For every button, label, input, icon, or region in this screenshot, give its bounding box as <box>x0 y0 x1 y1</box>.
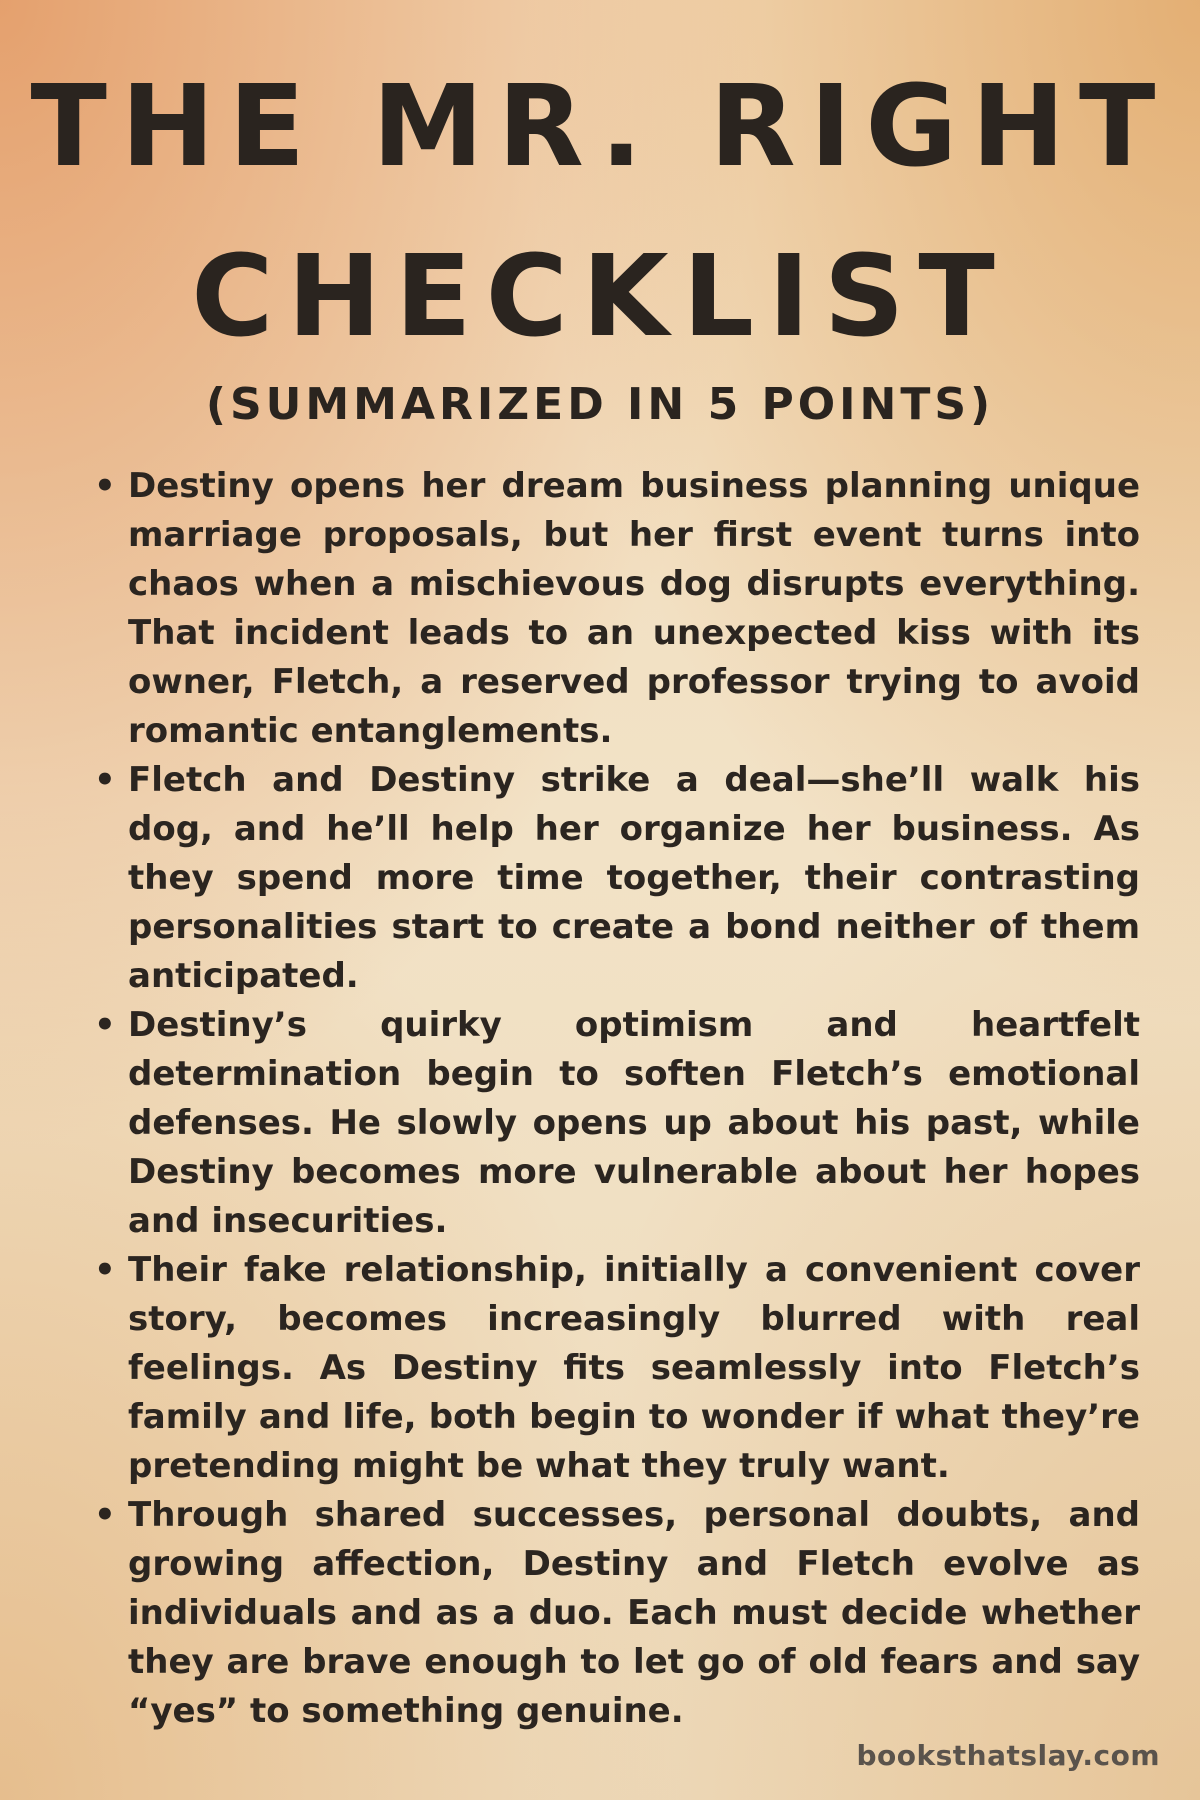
site-watermark: booksthatslay.com <box>856 1739 1160 1772</box>
summary-point-text: Destiny opens her dream business planning unique marriage proposals, but her first event turns into chaos when a mischievous dog disrupts everything. That incident leads to an unexpected kiss with its owner, Fletch, a reserved professor trying to avoid romantic entanglements. <box>128 466 1140 751</box>
title-line-2: CHECKLIST <box>191 232 1009 362</box>
bullet-icon: • <box>94 466 116 506</box>
title-line-1: THE MR. RIGHT <box>30 62 1170 192</box>
summary-point-3 <box>94 1001 1140 1246</box>
summary-point-text: Fletch and Destiny strike a deal—she’ll walk his dog, and he’ll help her organize her business. As they spend more time together, their contrasting personalities start to create a bond neither of them anticipated. <box>128 760 1140 996</box>
summary-point-text: Destiny’s quirky optimism and heartfelt determination begin to soften Fletch’s emotional defenses. He slowly opens up about his past, while Destiny becomes more vulnerable about her hopes and insecurities. <box>128 1005 1140 1241</box>
summary-point-2 <box>94 756 1140 1001</box>
bullet-icon: • <box>94 1005 116 1045</box>
summary-point-1 <box>94 462 1140 756</box>
summary-points-list <box>94 462 1140 1736</box>
bullet-icon: • <box>94 760 116 800</box>
summary-point-text: Their fake relationship, initially a convenient cover story, becomes increasingly blurred with real feelings. As Destiny fits seamlessly into Fletch’s family and life, both begin to wonder if what they’re pretending might be what they truly want. <box>128 1250 1140 1486</box>
bullet-icon: • <box>94 1495 116 1535</box>
bullet-icon: • <box>94 1250 116 1290</box>
summary-point-5 <box>94 1491 1140 1736</box>
subtitle: (SUMMARIZED IN 5 POINTS) <box>205 379 995 430</box>
summary-point-4 <box>94 1246 1140 1491</box>
summary-point-text: Through shared successes, personal doubts, and growing affection, Destiny and Fletch evolve as individuals and as a duo. Each must decide whether they are brave enough to let go of old fears and say “yes” to something genuine. <box>128 1495 1140 1731</box>
